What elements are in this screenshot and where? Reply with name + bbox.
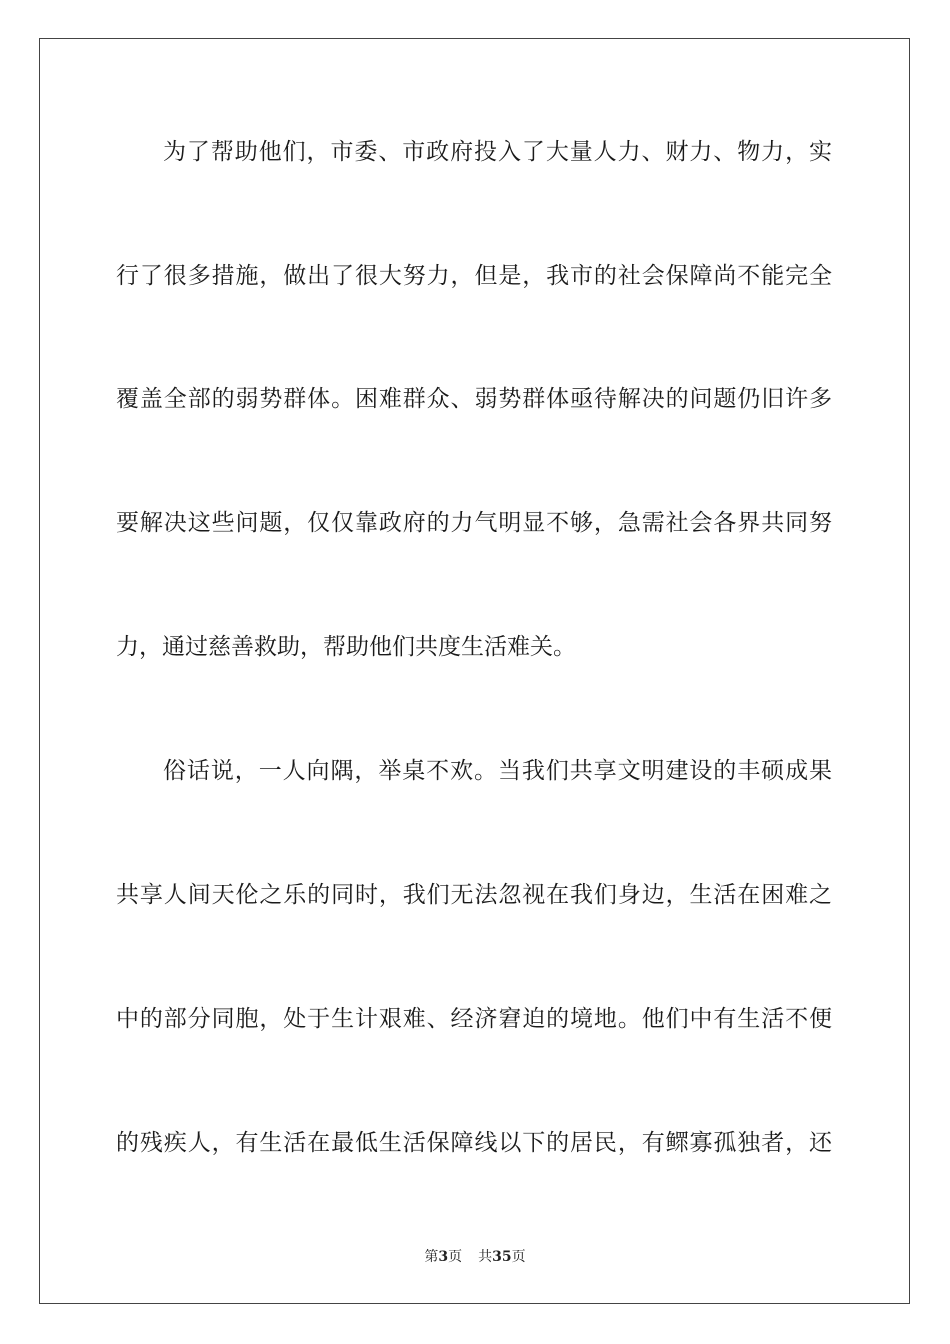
page-suffix: 页: [448, 1249, 463, 1265]
text-line: 行了很多措施，做出了很大努力，但是，我市的社会保障尚不能完全: [116, 263, 832, 289]
text-line: 共享人间天伦之乐的同时，我们无法忽视在我们身边，生活在困难之: [116, 882, 832, 908]
text-line: 覆盖全部的弱势群体。困难群众、弱势群体亟待解决的问题仍旧许多: [116, 386, 832, 412]
page-number: 3: [438, 1249, 449, 1265]
page-border: [39, 38, 910, 1304]
total-suffix: 页: [511, 1249, 526, 1265]
total-pages: 35: [492, 1249, 512, 1265]
page-prefix: 第: [424, 1249, 439, 1265]
text-line: 要解决这些问题，仅仅靠政府的力气明显不够，急需社会各界共同努: [116, 510, 832, 536]
total-prefix: 共: [478, 1249, 493, 1265]
text-line: 力，通过慈善救助，帮助他们共度生活难关。: [116, 634, 576, 660]
page-footer: [0, 1248, 950, 1266]
text-line: 为了帮助他们，市委、市政府投入了大量人力、财力、物力，实: [163, 139, 832, 165]
text-line: 的残疾人，有生活在最低生活保障线以下的居民，有鳏寡孤独者，还: [116, 1130, 832, 1156]
text-line: 中的部分同胞，处于生计艰难、经济窘迫的境地。他们中有生活不便: [116, 1006, 832, 1032]
text-line: 俗话说，一人向隅，举桌不欢。当我们共享文明建设的丰硕成果: [163, 758, 832, 784]
